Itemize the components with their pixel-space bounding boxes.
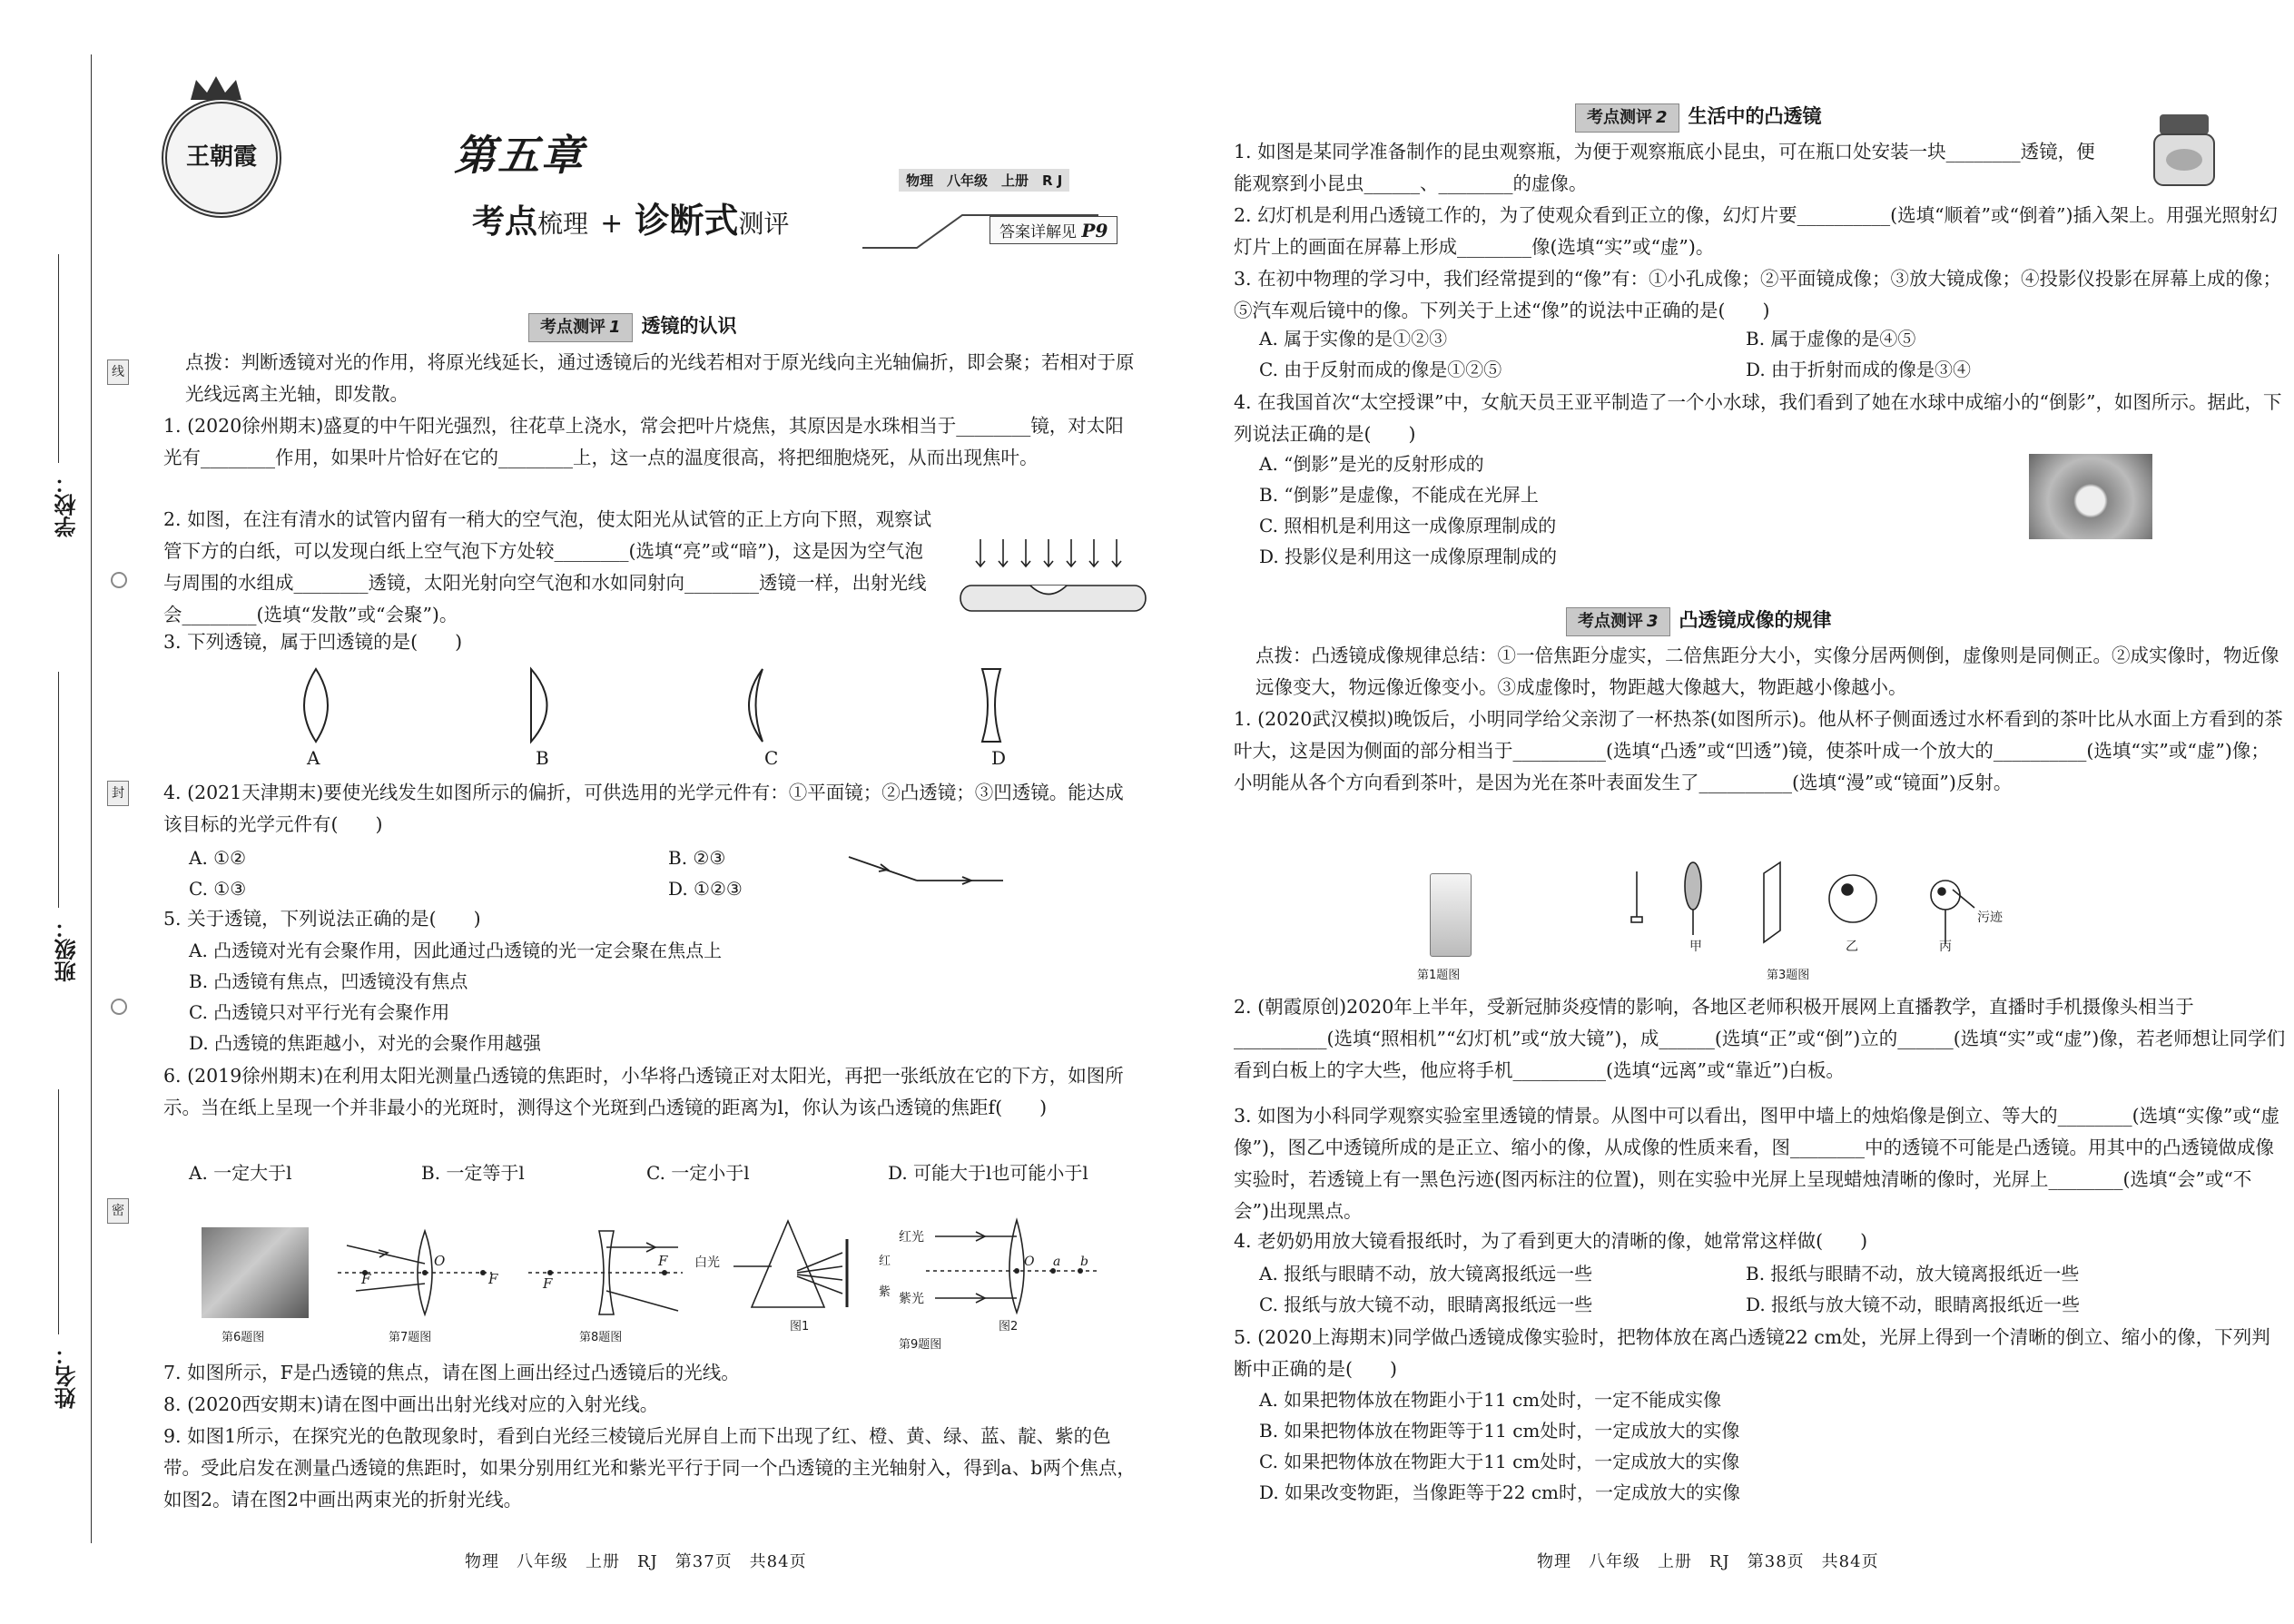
q6-option-c: C. 一定小于l <box>646 1162 750 1184</box>
r-q8-option-a: A. 报纸与眼睛不动，放大镜离报纸远一些 <box>1259 1263 1593 1284</box>
r-q8-option-c: C. 报纸与放大镜不动，眼睛离报纸远一些 <box>1259 1294 1593 1315</box>
lens-choices-figure <box>290 664 1017 746</box>
right-page <box>1147 0 2294 1624</box>
r-q4-option-d: D. 投影仪是利用这一成像原理制成的 <box>1259 546 1558 567</box>
q4-option-d: D. ①②③ <box>668 878 743 900</box>
tip-3: 点拨：凸透镜成像规律总结：①一倍焦距分虚实，二倍焦距分大小，实像分居两侧倒，虚像则是同侧正。②成实像时，物近像远像变大，物远像近像变小。③成虚像时，物距越大像越大，物距越小像越小。 <box>1255 645 2279 698</box>
q4-option-a: A. ①② <box>189 847 247 869</box>
question-3: 3. 下列透镜，属于凹透镜的是( ) <box>163 631 463 653</box>
answer-ref-box <box>989 216 1117 244</box>
r-q3-option-d: D. 由于折射而成的像是③④ <box>1746 359 1972 380</box>
r-q4-option-c: C. 照相机是利用这一成像原理制成的 <box>1259 515 1557 536</box>
red-band-label: 红 <box>879 1255 891 1268</box>
page-footer-right: 物理 八年级 上册 RJ 第38页 共84页 <box>1537 1552 1879 1571</box>
fig-yi-label: 乙 <box>1846 940 1858 954</box>
fig-3-caption: 第3题图 <box>1767 969 1810 982</box>
r-q9-option-d: D. 如果改变物距，当像距等于22 cm时，一定成放大的实像 <box>1259 1481 1741 1503</box>
insect-bottle-icon <box>2143 111 2225 192</box>
r-q4-option-a: A. “倒影”是光的反射形成的 <box>1259 453 1484 475</box>
fig6-caption: 第6题图 <box>222 1331 265 1344</box>
grade-meta: 物理 八年级 上册 R J <box>899 169 1069 192</box>
r-question-3: 3. 在初中物理的学习中，我们经常提到的“像”有：①小孔成像；②平面镜成像；③放大镜成像；④投影仪投影在屏幕上成的像；⑤汽车观后镜中的像。下列关于上述“像”的说法中正确的是( ) <box>1234 268 2282 321</box>
fig9-2-lens <box>926 1216 1098 1316</box>
r-question-6: 2. (朝霞原创)2020年上半年，受新冠肺炎疫情的影响，各地区老师积极开展网上直播教学，直播时手机摄像头相当于__________(选填“照相机”“幻灯机”或“放大镜”)，成______(选填“正”或“倒”)立的______(选填“实”或“虚”)像，若老师想让同学们看到白板上的字大些，他应将手机__________(选填“远离”或“靠近”)白板。 <box>1234 996 2286 1081</box>
question-4: 4. (2021天津期末)要使光线发生如图所示的偏折，可供选用的光学元件有：①平面镜；②凸透镜；③凹透镜。能达成该目标的光学元件有( ) <box>163 782 1124 835</box>
r-question-1: 1. 如图是某同学准备制作的昆虫观察瓶，为便于观察瓶底小昆虫，可在瓶口处安装一块________透镜，便能观察到小昆虫______、________的虚像。 <box>1234 141 2095 194</box>
fig8-label-f2: F <box>658 1253 668 1269</box>
r-q9-option-b: B. 如果把物体放在物距等于11 cm处时，一定成放大的实像 <box>1259 1420 1740 1442</box>
logo-badge <box>162 98 281 218</box>
fig7-label-f2: F <box>488 1271 498 1287</box>
heading-a: 考点 <box>472 203 538 241</box>
fig7-caption: 第7题图 <box>389 1331 432 1344</box>
test-tube-figure <box>962 536 1144 626</box>
r-question-2: 2. 幻灯机是利用凸透镜工作的，为了使观众看到正立的像，幻灯片要__________(选填“顺着”或“倒着”)插入架上。用强光照射幻灯片上的画面在屏幕上形成________像(选填“实”或“虚”)。 <box>1234 204 2278 258</box>
q6-option-d: D. 可能大于l也可能小于l <box>888 1162 1088 1184</box>
r-q4-option-b: B. “倒影”是虚像，不能成在光屏上 <box>1259 484 1539 506</box>
lens-c-icon <box>749 669 763 742</box>
fig9-prism <box>733 1216 852 1316</box>
q5-option-b: B. 凸透镜有焦点，凹透镜没有焦点 <box>189 970 468 992</box>
fig7-label-f1: F <box>361 1271 371 1287</box>
r-q3-option-b: B. 属于虚像的是④⑤ <box>1746 328 1916 349</box>
q4-option-c: C. ①③ <box>189 878 247 900</box>
question-7: 7. 如图所示，F是凸透镜的焦点，请在图上画出经过凸透镜后的光线。 <box>163 1362 740 1383</box>
question-6: 6. (2019徐州期末)在利用太阳光测量凸透镜的焦距时，小华将凸透镜正对太阳光，再把一张纸放在它的下方，如图所示。当在纸上呈现一个并非最小的光斑时，测得这个光斑到凸透镜的距离为l，你认为该凸透镜的焦距f( ) <box>163 1065 1124 1118</box>
question-9: 9. 如图1所示，在探究光的色散现象时，看到白光经三棱镜后光屏自上而下出现了红、橙、黄、绿、蓝、靛、紫的色带。受此启发在测量凸透镜的焦距时，如果分别用红光和紫光平行于同一个凸透镜的主光轴射入，得到a、b两个焦点，如图2。请在图2中画出两束光的折射光线。 <box>163 1425 1136 1511</box>
question-8: 8. (2020西安期末)请在图中画出出射光线对应的入射光线。 <box>163 1393 659 1415</box>
water-ball-photo <box>2029 454 2152 539</box>
question-5: 5. 关于透镜，下列说法正确的是( ) <box>163 908 481 930</box>
smudge-label: 污迹 <box>1977 910 2003 925</box>
answer-ref: 答案详解见 <box>999 223 1077 241</box>
fig9-label-a: a <box>1053 1255 1061 1269</box>
crown-icon <box>189 74 243 102</box>
lens-label-b: B <box>536 747 549 769</box>
fig9-2-caption: 图2 <box>999 1320 1019 1334</box>
fig9-1-caption: 图1 <box>790 1320 810 1334</box>
r-question-5: 1. (2020武汉模拟)晚饭后，小明同学给父亲沏了一杯热茶(如图所示)。他从杯子侧面透过水杯看到的茶叶比从水面上方看到的茶叶大，这是因为侧面的部分相当于__________(选填“凸透”或“凹透”)镜，使茶叶成一个放大的__________(选填“实”或“虚”)像；小明能从各个方向看到茶叶，是因为光在茶叶表面发生了__________(选填“漫”或“镜面”)反射。 <box>1234 708 2283 793</box>
heading-b: 梳理 <box>537 209 589 239</box>
seal-mark-dense: 密 <box>107 1198 129 1224</box>
heading-d: 测评 <box>738 209 790 239</box>
r-question-8: 4. 老奶奶用放大镜看报纸时，为了看到更大的清晰的像，她常常这样做( ) <box>1234 1230 1868 1252</box>
lens-b-icon <box>531 669 547 742</box>
class-label: 班级： <box>54 917 80 982</box>
page-footer-left: 物理 八年级 上册 RJ 第37页 共84页 <box>465 1552 807 1571</box>
purple-band-label: 紫 <box>879 1285 891 1299</box>
chapter-title: 第五章 <box>454 131 585 180</box>
q6-option-b: B. 一定等于l <box>421 1162 525 1184</box>
section-heading <box>472 192 789 242</box>
fig9-label-b: b <box>1080 1255 1088 1269</box>
red-light-label: 红光 <box>899 1230 924 1245</box>
r-q8-option-b: B. 报纸与眼睛不动，放大镜离报纸近一些 <box>1746 1263 2080 1284</box>
seal-mark-seal: 封 <box>107 781 129 806</box>
school-label: 学校： <box>54 472 80 537</box>
fig-jia-label: 甲 <box>1689 940 1702 954</box>
r-q3-option-a: A. 属于实像的是①②③ <box>1259 328 1448 349</box>
r-q3-option-c: C. 由于反射而成的像是①②⑤ <box>1259 359 1502 380</box>
q6-option-a: A. 一定大于l <box>189 1162 292 1184</box>
lens-label-a: A <box>307 747 320 769</box>
section-3-header: 考点测评 3 凸透镜成像的规律 <box>1566 606 1832 634</box>
fig9-label-o: O <box>1024 1255 1035 1269</box>
r-q8-option-d: D. 报纸与放大镜不动，眼睛离报纸近一些 <box>1746 1294 2081 1315</box>
r-question-7: 3. 如图为小科同学观察实验室里透镜的情景。从图中可以看出，图甲中墙上的烛焰像是倒立、等大的________(选填“实像”或“虚像”)，图乙中透镜所成的是正立、缩小的像，从成像的性质来看，图________中的透镜不可能是凸透镜。用其中的凸透镜做成像实验时，若透镜上有一黑色污迹(图丙标注的位置)，则在实验中光屏上呈现蜡烛清晰的像时，光屏上________(选填“会”或“不会”)出现黑点。 <box>1234 1105 2280 1222</box>
q5-option-a: A. 凸透镜对光有会聚作用，因此通过凸透镜的光一定会聚在焦点上 <box>189 940 723 961</box>
lens-a-icon <box>304 669 328 742</box>
r-question-4: 4. 在我国首次“太空授课”中，女航天员王亚平制造了一个小水球，我们看到了她在水球中成缩小的“倒影”，如图所示。据此，下列说法正确的是( ) <box>1234 391 2282 445</box>
fig-1-caption: 第1题图 <box>1417 969 1461 982</box>
fig8-label-f1: F <box>543 1275 553 1292</box>
heading-plus: + <box>600 208 624 240</box>
section-2-header: 考点测评 2 生活中的凸透镜 <box>1575 103 1822 130</box>
name-label: 姓名： <box>54 1343 80 1409</box>
lens-d-icon <box>982 669 1000 742</box>
r-question-9: 5. (2020上海期末)同学做凸透镜成像实验时，把物体放在离凸透镜22 cm处，光屏上得到一个清晰的倒立、缩小的像，下列判断中正确的是( ) <box>1234 1326 2270 1380</box>
fig-bing-label: 丙 <box>1939 940 1952 954</box>
q6-photo <box>202 1227 309 1318</box>
tea-cup-photo <box>1430 873 1472 957</box>
heading-c: 诊断式 <box>635 201 739 241</box>
lens-label-c: C <box>764 747 779 769</box>
r-q9-option-c: C. 如果把物体放在物距大于11 cm处时，一定成放大的实像 <box>1259 1451 1740 1472</box>
seal-mark-line: 线 <box>107 359 129 385</box>
purple-light-label: 紫光 <box>899 1292 924 1306</box>
fig7-label-o: O <box>434 1253 446 1269</box>
question-2: 2. 如图，在注有清水的试管内留有一稍大的空气泡，使太阳光从试管的正上方向下照，观察试管下方的白纸，可以发现白纸上空气泡下方处较________(选填“亮”或“暗”)，这是因为空气泡与周围的水组成________透镜，太阳光射向空气泡和水如同射向________透镜一样，出射光线会________(选填“发散”或“会聚”)。 <box>163 508 932 625</box>
fig9-caption: 第9题图 <box>899 1338 942 1352</box>
answer-page: P9 <box>1081 220 1108 241</box>
tip-1: 点拨：判断透镜对光的作用，将原光线延长，通过透镜后的光线若相对于原光线向主光轴偏折，即会聚；若相对于原光线远离主光轴，即发散。 <box>185 351 1135 405</box>
question-1: 1. (2020徐州期末)盛夏的中午阳光强烈，往花草上浇水，常会把叶片烧焦，其原因是水珠相当于________镜，对太阳光有________作用，如果叶片恰好在它的________上，这一点的温度很高，将把细胞烧死，从而出现焦叶。 <box>163 415 1124 468</box>
lens-label-d: D <box>991 747 1007 769</box>
logo-text: 王朝霞 <box>185 143 257 171</box>
section-1-header: 考点测评 1 透镜的认识 <box>528 312 737 340</box>
white-light-label: 白光 <box>694 1255 720 1270</box>
r-q9-option-a: A. 如果把物体放在物距小于11 cm处时，一定不能成实像 <box>1259 1389 1722 1411</box>
q5-option-d: D. 凸透镜的焦距越小，对光的会聚作用越强 <box>189 1032 542 1054</box>
q5-option-c: C. 凸透镜只对平行光有会聚作用 <box>189 1001 450 1023</box>
deflection-figure <box>844 853 1008 890</box>
fig8-caption: 第8题图 <box>579 1331 623 1344</box>
q4-option-b: B. ②③ <box>668 847 726 869</box>
fig8-concave-lens <box>528 1227 683 1318</box>
